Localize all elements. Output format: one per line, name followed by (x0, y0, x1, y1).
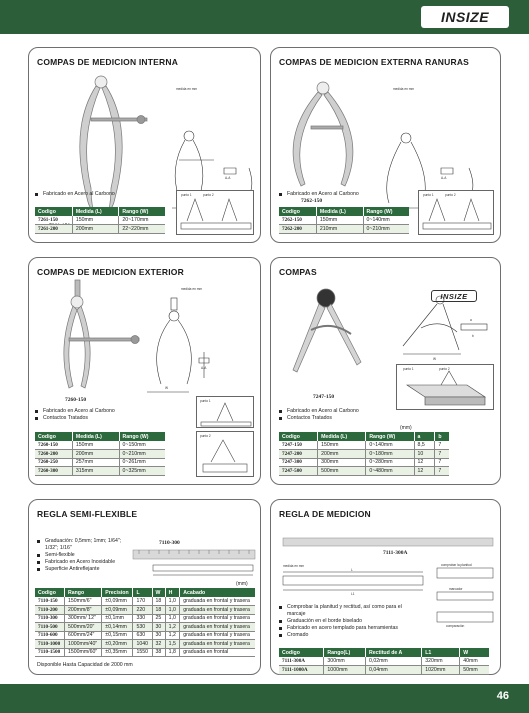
usage-diagram-2 (196, 431, 254, 477)
label-check-flatness: comprobar la planitud (441, 563, 472, 567)
table-cell: 7110-600 (35, 631, 65, 640)
feature-item: Cromado (279, 632, 404, 639)
brand-name: INSIZE (440, 9, 490, 25)
model-number: 7111-300A (383, 550, 408, 556)
table-cell: ±0,35mm (102, 648, 133, 657)
unit-label: (mm) (236, 581, 248, 587)
col-header: Codigo (35, 207, 72, 216)
table-cell: 7260-250 (35, 458, 72, 467)
table-cell: graduada en frontal y trasera (180, 597, 255, 606)
brand-logo (421, 6, 509, 28)
col-header: Medida (L) (72, 207, 119, 216)
table-cell: 1000mm/40" (65, 640, 102, 649)
model-number: 7247-150 (313, 394, 335, 400)
table-cell: 7 (435, 441, 449, 450)
table-cell: 1,2 (165, 631, 180, 640)
section-title: REGLA SEMI-FLEXIBLE (37, 509, 138, 519)
section-title: COMPAS DE MEDICION EXTERIOR (37, 267, 184, 277)
table-row (35, 458, 165, 467)
label-mm: medida en mm (176, 87, 198, 91)
col-header: Codigo (279, 432, 318, 441)
table-cell: 25 (152, 614, 165, 623)
table-cell: 10 (414, 450, 435, 459)
features-list (35, 408, 115, 422)
col-header: Acabado (180, 588, 255, 597)
table-cell: 7110-1000 (35, 640, 65, 649)
model-number: 7262-150 (301, 198, 323, 204)
table-row (279, 441, 449, 450)
col-header: Medida (L) (318, 432, 366, 441)
table-row (35, 225, 165, 234)
table-cell: 1,0 (165, 614, 180, 623)
table-cell: ±0,09mm (102, 606, 133, 615)
header-bar (0, 0, 529, 34)
table-cell: ±0,1mm (102, 614, 133, 623)
table-cell: 12 (414, 467, 435, 476)
table-cell: 0,02mm (366, 657, 422, 666)
table-cell: 7110-300 (35, 614, 65, 623)
label-aa: A-A (225, 176, 231, 180)
section-title: REGLA DE MEDICION (279, 509, 371, 519)
feature-item: Graduación: 0,5mm; 1mm; 1/64"; 1/32"; 1/16" (37, 538, 132, 552)
table-row (35, 467, 165, 476)
unit-label: (mm) (400, 425, 412, 431)
table-cell: 530 (133, 623, 152, 632)
label-punto2: punto 2 (439, 367, 450, 371)
table-cell: 7110-1500 (35, 648, 65, 657)
table-cell: 200mm/8" (65, 606, 102, 615)
table-cell: graduada en frontal y trasera (180, 606, 255, 615)
features-list (37, 538, 132, 573)
table-cell: 0~280mm (366, 458, 414, 467)
table-cell: 40mm (460, 657, 489, 666)
table-cell: 7110-200 (35, 606, 65, 615)
table-cell: graduada en frontal y trasera (180, 623, 255, 632)
table-cell: 7261-150 (35, 216, 72, 225)
table-cell: 0~210mm (119, 450, 165, 459)
table-cell: 7260-150 (35, 441, 72, 450)
table-cell: 22~220mm (119, 225, 165, 234)
table-cell: 7247-300 (279, 458, 318, 467)
spec-table (279, 432, 449, 476)
table-cell: 210mm (316, 225, 363, 234)
table-cell: 30 (152, 631, 165, 640)
table-cell: 1550 (133, 648, 152, 657)
table-cell: 150mm (72, 216, 119, 225)
table-cell: 330 (133, 614, 152, 623)
feature-item: Fabricado en acero templado para herramientas (279, 625, 404, 632)
col-header: Codigo (35, 432, 72, 441)
features-list (279, 191, 359, 198)
feature-item: Superficie Antireflejante (37, 566, 132, 573)
table-cell: 12 (414, 458, 435, 467)
table-cell: 18 (152, 606, 165, 615)
table-cell: 150mm/6" (65, 597, 102, 606)
table-cell: 200mm (72, 450, 119, 459)
table-cell: 7 (435, 467, 449, 476)
table-cell: graduada en frontal (180, 648, 255, 657)
footnote: Disponible Hasta Capacidad de 2000 mm (37, 662, 133, 668)
usage-diagram (418, 190, 494, 235)
spec-table (279, 648, 489, 675)
col-header: L (133, 588, 152, 597)
table-row (279, 458, 449, 467)
table-row (279, 666, 489, 675)
feature-item: Semi-flexible (37, 552, 132, 559)
table-cell: 1,5 (165, 640, 180, 649)
table-cell: 20~170mm (119, 216, 165, 225)
table-row (35, 606, 255, 615)
label-punto2: punto 2 (445, 193, 456, 197)
col-header: Rango (W) (119, 207, 165, 216)
table-cell: ±0,20mm (102, 640, 133, 649)
table-cell: 300mm (318, 458, 366, 467)
table-row (279, 225, 409, 234)
table-row (279, 467, 449, 476)
table-row (35, 640, 255, 649)
table-cell: 200mm (318, 450, 366, 459)
col-header: Rango (65, 588, 102, 597)
table-cell: 1,0 (165, 597, 180, 606)
col-header: Codigo (35, 588, 65, 597)
table-cell: 7260-300 (35, 467, 72, 476)
table-row (35, 648, 255, 657)
table-cell: 7247-200 (279, 450, 318, 459)
table-row (35, 631, 255, 640)
col-header: Codigo (279, 207, 316, 216)
feature-item: Fabricado en Acero al Carbono (279, 408, 359, 415)
col-header: Rango (W) (119, 432, 165, 441)
table-cell: 7262-150 (279, 216, 316, 225)
table-row (35, 623, 255, 632)
col-header: W (460, 648, 489, 657)
usage-diagram (396, 364, 494, 410)
table-cell: 38 (152, 648, 165, 657)
table-row (35, 614, 255, 623)
label-a: a (470, 318, 472, 322)
label-l1: L1 (351, 592, 355, 596)
spec-table (35, 588, 255, 657)
brand-name: INSIZE (440, 292, 468, 301)
table-row (35, 597, 255, 606)
table-cell: 1,2 (165, 623, 180, 632)
table-cell: 18 (152, 597, 165, 606)
table-cell: 0,04mm (366, 666, 422, 675)
label-l: L (351, 568, 353, 572)
table-row (35, 441, 165, 450)
table-cell: 7247-500 (279, 467, 318, 476)
table-row (35, 216, 165, 225)
table-cell: 1020mm (422, 666, 460, 675)
col-header: Rango (W) (366, 432, 414, 441)
usage-diagram (176, 190, 254, 235)
table-cell: 0~140mm (363, 216, 409, 225)
table-cell: graduada en frontal y trasera (180, 640, 255, 649)
spec-table (279, 207, 409, 234)
feature-item: Fabricado en Acero al Carbono (35, 191, 115, 198)
table-row (35, 450, 165, 459)
label-aa: A-A (201, 366, 207, 370)
table-cell: 7110-150 (35, 597, 65, 606)
table-row (279, 450, 449, 459)
table-cell: 600mm/24" (65, 631, 102, 640)
feature-item: Contactos Tratados (279, 415, 359, 422)
features-list (35, 191, 115, 198)
table-cell: 1,0 (165, 606, 180, 615)
table-cell: 32 (152, 640, 165, 649)
model-number: 7110-300 (159, 540, 180, 546)
features-list (279, 408, 359, 422)
table-row (279, 216, 409, 225)
label-mm: medida en mm (181, 287, 203, 291)
col-header: Rango (W) (363, 207, 409, 216)
table-cell: 150mm (316, 216, 363, 225)
table-cell: 500mm/20" (65, 623, 102, 632)
label-mm: medida en mm (283, 564, 305, 568)
label-comparison: comparación (446, 624, 465, 628)
col-header: Rectitud de A (366, 648, 422, 657)
model-number: 7260-150 (65, 397, 87, 403)
table-cell: 1500mm/60" (65, 648, 102, 657)
feature-item: Comprobar la planitud y rectitud, así como para el marcaje (279, 604, 404, 618)
table-cell: 7247-150 (279, 441, 318, 450)
spec-table (35, 207, 165, 234)
section-title: COMPAS (279, 267, 317, 277)
table-cell: 200mm (72, 225, 119, 234)
table-cell: ±0,15mm (102, 631, 133, 640)
table-cell: 0~261mm (119, 458, 165, 467)
col-header: Medida (L) (316, 207, 363, 216)
table-cell: 50mm (460, 666, 489, 675)
table-cell: 7111-300A (279, 657, 324, 666)
table-cell: 8,5 (414, 441, 435, 450)
label-punto1: punto 1 (200, 399, 211, 403)
table-cell: ±0,14mm (102, 623, 133, 632)
table-cell: graduada en frontal y trasera (180, 614, 255, 623)
table-cell: 7111-1000A (279, 666, 324, 675)
label-punto1: punto 1 (403, 367, 414, 371)
table-cell: 300mm (324, 657, 366, 666)
col-header: Codigo (279, 648, 324, 657)
table-cell: graduada en frontal y trasera (180, 631, 255, 640)
label-marker: marcador (449, 587, 463, 591)
table-cell: 7 (435, 458, 449, 467)
feature-item: Graduación en el borde biselado (279, 618, 404, 625)
table-cell: 1,8 (165, 648, 180, 657)
feature-item: Fabricado en Acero al Carbono (279, 191, 359, 198)
table-cell: 300mm/ 12" (65, 614, 102, 623)
col-header: Rango(L) (324, 648, 366, 657)
usage-diagram-1 (196, 396, 254, 428)
table-cell: 7261-200 (35, 225, 72, 234)
feature-item: Contactos Tratados (35, 415, 115, 422)
col-header: b (435, 432, 449, 441)
col-header: Medida (L) (72, 432, 119, 441)
feature-item: Fabricado en Acero al Carbono (35, 408, 115, 415)
table-cell: 30 (152, 623, 165, 632)
label-b: b (472, 334, 474, 338)
table-cell: ±0,09mm (102, 597, 133, 606)
table-cell: 7110-500 (35, 623, 65, 632)
table-cell: 7 (435, 450, 449, 459)
table-cell: 1000mm (324, 666, 366, 675)
features-list (279, 604, 404, 639)
label-w: W (433, 357, 437, 361)
table-cell: 0~150mm (119, 441, 165, 450)
table-cell: 7262-200 (279, 225, 316, 234)
table-cell: 0~180mm (366, 450, 414, 459)
section-title: COMPAS DE MEDICION INTERNA (37, 57, 179, 67)
table-cell: 500mm (318, 467, 366, 476)
col-header: H (165, 588, 180, 597)
label-punto2: punto 2 (203, 193, 214, 197)
table-cell: 320mm (422, 657, 460, 666)
col-header: Precision (102, 588, 133, 597)
table-cell: 630 (133, 631, 152, 640)
table-cell: 0~210mm (363, 225, 409, 234)
spec-table (35, 432, 165, 476)
label-punto1: punto 1 (181, 193, 192, 197)
col-header: W (152, 588, 165, 597)
label-w: W (165, 386, 169, 390)
table-cell: 170 (133, 597, 152, 606)
feature-item: Fabricado en Acero Inoxidable (37, 559, 132, 566)
footer-bar (0, 684, 529, 713)
label-punto2: punto 2 (200, 434, 211, 438)
col-header: a (414, 432, 435, 441)
table-cell: 150mm (72, 441, 119, 450)
table-cell: 150mm (318, 441, 366, 450)
table-row (279, 657, 489, 666)
table-cell: 257mm (72, 458, 119, 467)
section-title: COMPAS DE MEDICION EXTERNA RANURAS (279, 57, 470, 67)
table-cell: 7260-200 (35, 450, 72, 459)
col-header: L1 (422, 648, 460, 657)
table-cell: 0~140mm (366, 441, 414, 450)
table-cell: 1040 (133, 640, 152, 649)
table-cell: 315mm (72, 467, 119, 476)
label-mm: medida en mm (393, 87, 415, 91)
table-cell: 0~480mm (366, 467, 414, 476)
table-cell: 220 (133, 606, 152, 615)
table-cell: 0~325mm (119, 467, 165, 476)
label-punto1: punto 1 (423, 193, 434, 197)
label-aa: A-A (441, 176, 447, 180)
page-number: 46 (496, 690, 509, 702)
